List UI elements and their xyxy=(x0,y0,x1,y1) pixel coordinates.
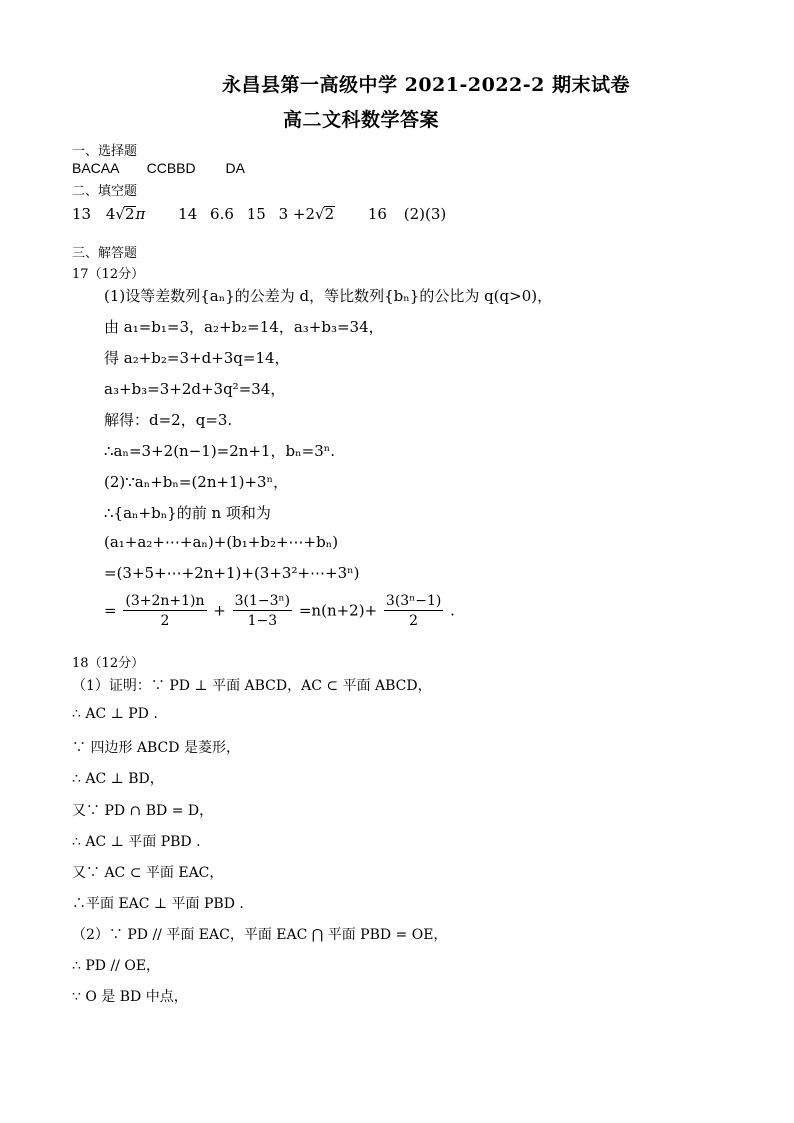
fraction-3-denominator: 2 xyxy=(409,613,419,629)
q17-line: (a₁+a₂+⋯+aₙ)+(b₁+b₂+⋯+bₙ) xyxy=(104,533,339,551)
q15-prefix: 3 +2 xyxy=(278,205,315,223)
q18-line: ∴平面 EAC ⊥ 平面 PBD . xyxy=(72,896,244,912)
q18-line: 又∵ PD ∩ BD = D， xyxy=(72,803,214,819)
answer-group-3: DA xyxy=(225,160,245,176)
fill-answers xyxy=(72,205,446,223)
result-middle: =n(n+2)+ xyxy=(298,601,378,620)
q17-line: (2)∵aₙ+bₙ=(2n+1)+3ⁿ， xyxy=(104,473,289,491)
q18-line: （1）证明：∵ PD ⊥ 平面 ABCD，AC ⊂ 平面 ABCD， xyxy=(72,678,432,694)
q17-line: 得 a₂+b₂=3+d+3q=14， xyxy=(104,349,290,367)
q17-line: a₃+b₃=3+2d+3q²=34， xyxy=(104,380,286,398)
section-heading-solution: 三、解答题 xyxy=(72,246,138,261)
q16-answer: (2)(3) xyxy=(403,205,447,223)
fraction-3-numerator: 3(3ⁿ−1) xyxy=(385,593,442,609)
answer-group-2: CCBBD xyxy=(146,160,196,176)
page-title: 永昌县第一高级中学 2021-2022-2 期末试卷 xyxy=(222,74,630,96)
q18-line: ∵ O 是 BD 中点， xyxy=(72,989,188,1005)
fraction-2-denominator: 1−3 xyxy=(247,613,278,629)
q17-line: ∴{aₙ+bₙ}的前 n 项和为 xyxy=(104,504,271,522)
q15-radicand: 2 xyxy=(324,205,335,223)
fraction-1-denominator: 2 xyxy=(160,613,170,629)
q17-line: 由 a₁=b₁=3，a₂+b₂=14，a₃+b₃=34， xyxy=(104,318,384,336)
q18-line: ∴ AC ⊥ 平面 PBD . xyxy=(72,834,201,850)
q14-answer: 6.6 xyxy=(210,205,234,223)
fraction-2-numerator: 3(1−3ⁿ) xyxy=(234,593,291,609)
q17-line: 解得：d=2，q=3. xyxy=(104,411,233,429)
q17-line: (1)设等差数列{aₙ}的公差为 d，等比数列{bₙ}的公比为 q(q>0)， xyxy=(104,287,553,305)
q17-heading: 17（12分） xyxy=(72,267,145,282)
page-subtitle: 高二文科数学答案 xyxy=(283,109,440,131)
section-heading-fill: 二、填空题 xyxy=(72,184,138,199)
q13-coef: 4 xyxy=(105,205,116,223)
q17-final-equation xyxy=(104,592,455,631)
fraction-2 xyxy=(233,592,292,631)
period: . xyxy=(450,601,455,620)
q16-number: 16 xyxy=(367,205,387,223)
q18-line: ∵ 四边形 ABCD 是菱形， xyxy=(72,740,240,756)
q18-line: （2）∵ PD // 平面 EAC，平面 EAC ⋂ 平面 PBD = OE， xyxy=(72,927,448,943)
q14-number: 14 xyxy=(178,205,198,223)
q13-pi: π xyxy=(135,205,146,223)
plus-sign: + xyxy=(213,601,226,620)
q18-line: ∴ AC ⊥ BD， xyxy=(72,771,164,787)
section-heading-choice: 一、选择题 xyxy=(72,144,138,159)
q17-line: ∴aₙ=3+2(n−1)=2n+1，bₙ=3ⁿ. xyxy=(104,442,336,460)
q18-line: ∴ AC ⊥ PD . xyxy=(72,706,158,722)
q15-answer: 3 +2√2 xyxy=(278,205,335,223)
q18-line: ∴ PD // OE， xyxy=(72,958,161,974)
q13-number: 13 xyxy=(72,205,92,223)
q17-line: =(3+5+⋯+2n+1)+(3+3²+⋯+3ⁿ) xyxy=(104,564,360,582)
equals-sign: = xyxy=(104,601,117,620)
fraction-1 xyxy=(123,592,206,631)
fraction-1-numerator: (3+2n+1)n xyxy=(125,593,205,609)
fraction-3 xyxy=(384,592,443,631)
q18-line: 又∵ AC ⊂ 平面 EAC， xyxy=(72,865,224,881)
choice-answers xyxy=(72,160,245,176)
q13-radicand: 2 xyxy=(124,205,135,223)
answer-group-1: BACAA xyxy=(72,160,119,176)
q15-number: 15 xyxy=(246,205,266,223)
q18-heading: 18（12分） xyxy=(72,656,145,671)
q13-answer: 4√2π xyxy=(105,205,146,223)
